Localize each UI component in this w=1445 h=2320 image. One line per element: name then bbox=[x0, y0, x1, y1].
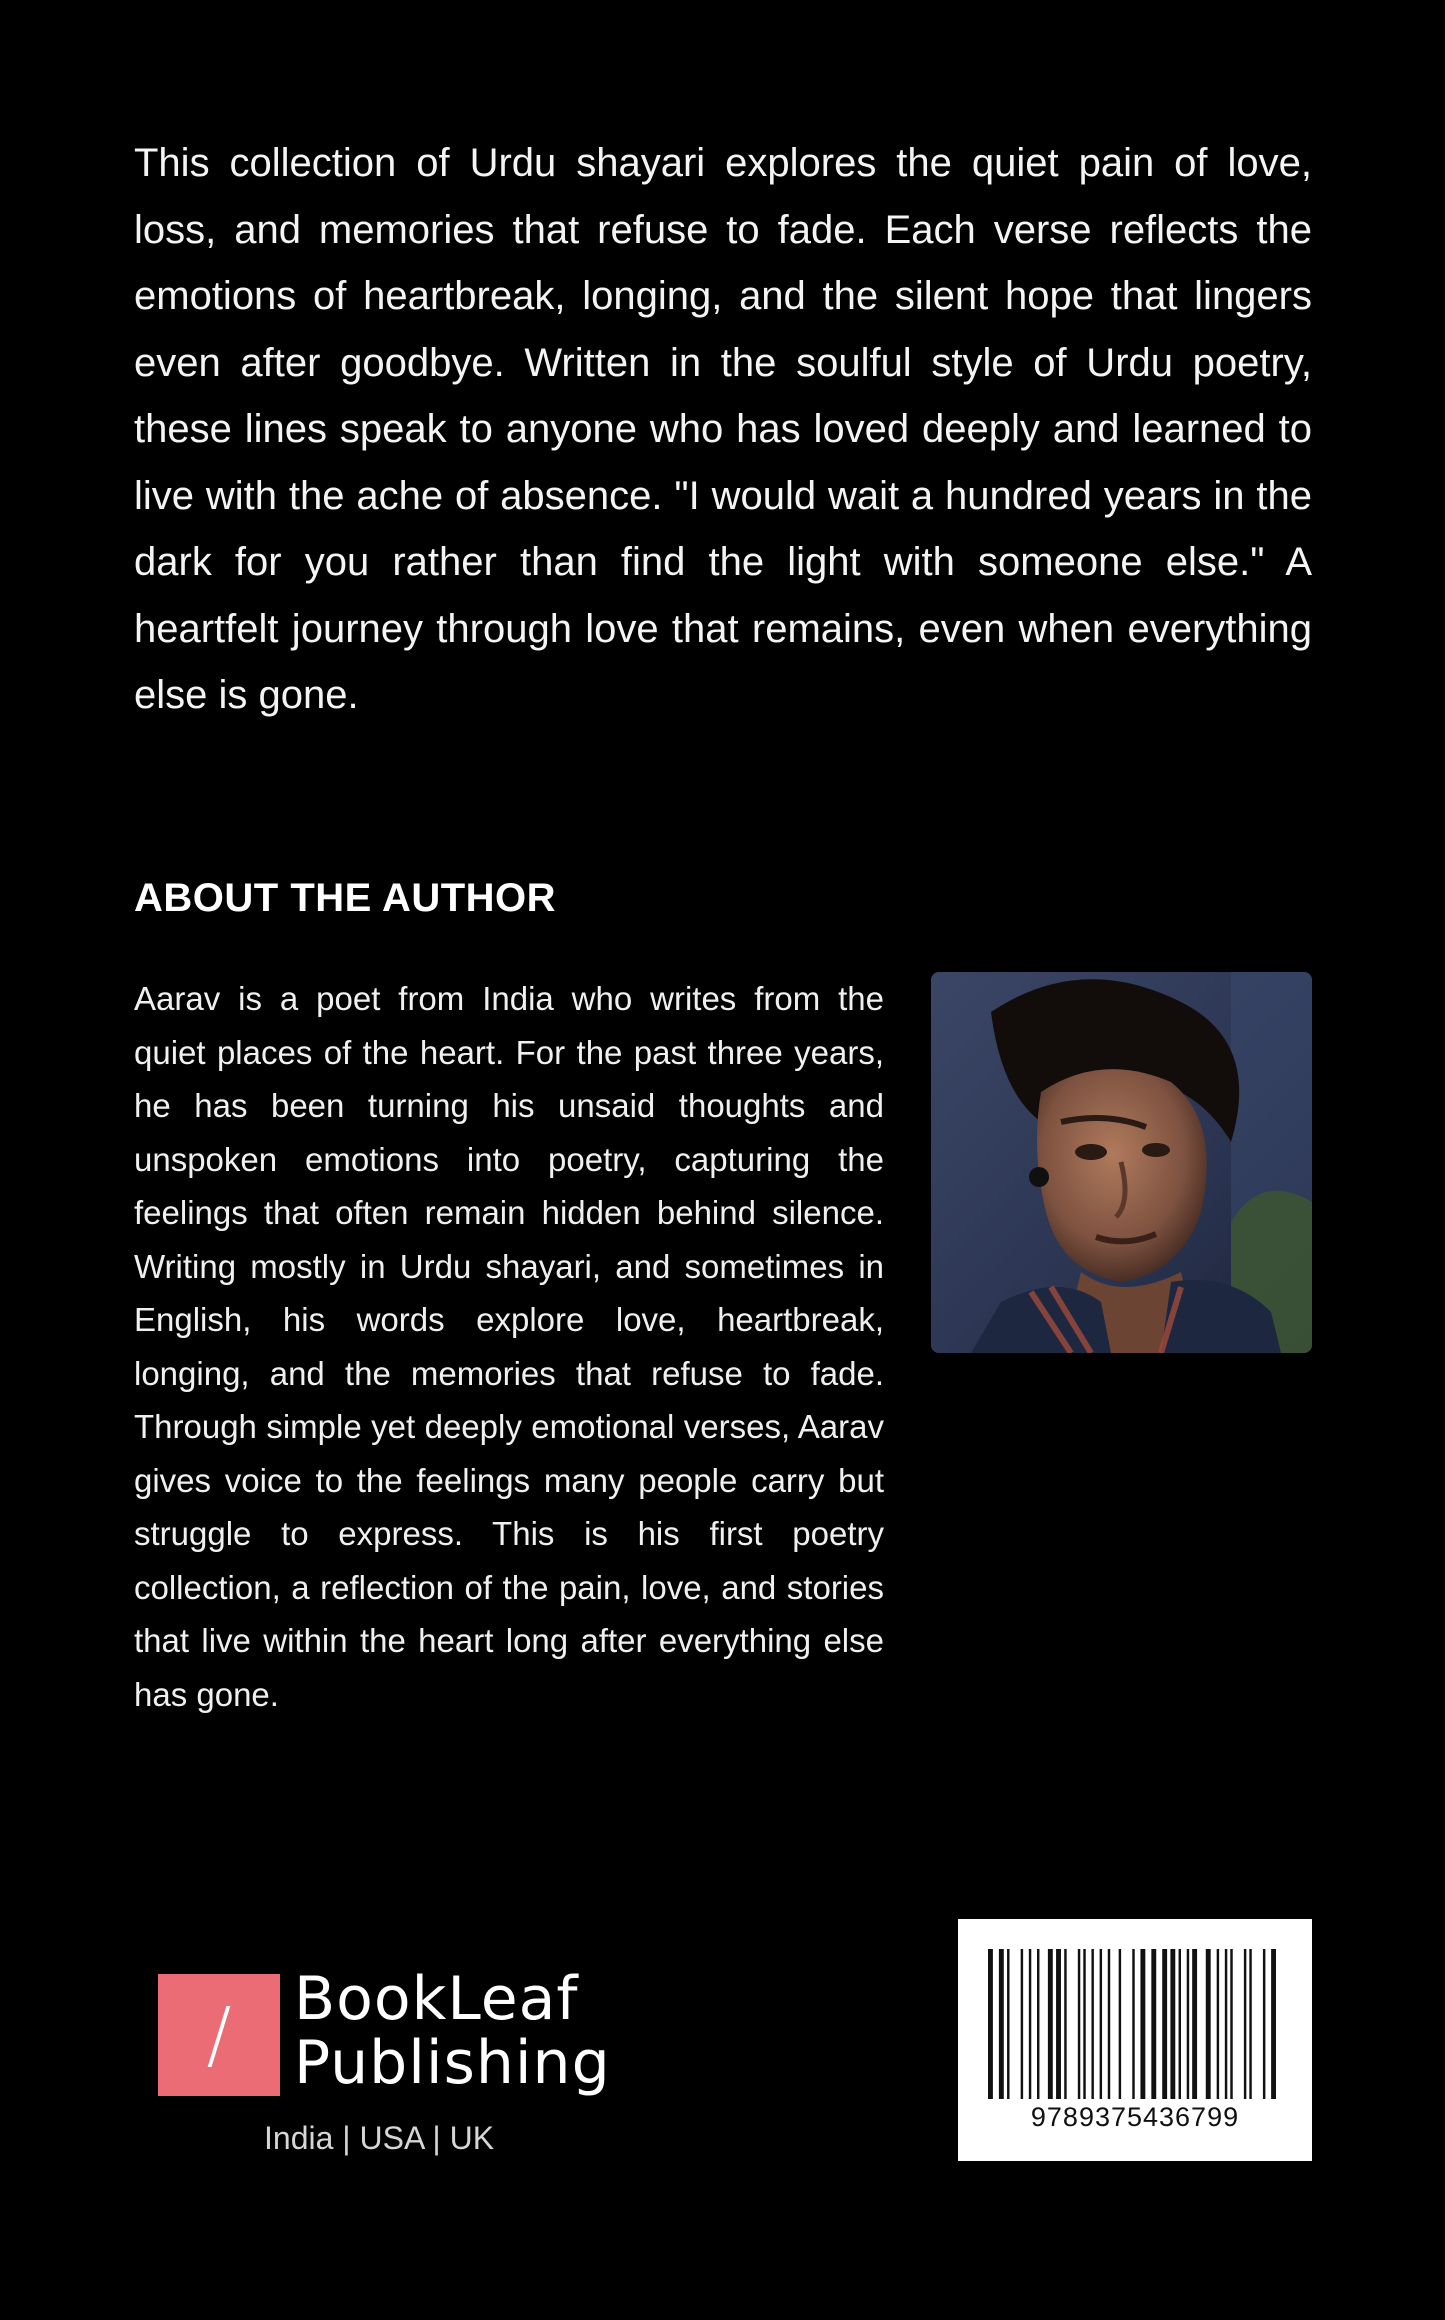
barcode-bar bbox=[1056, 1949, 1061, 2099]
isbn-number: 9789375436799 bbox=[1030, 2102, 1240, 2132]
barcode-bar bbox=[1151, 1949, 1156, 2099]
barcode-bar bbox=[1162, 1949, 1167, 2099]
barcode-bar bbox=[1263, 1949, 1265, 2099]
barcode-bar bbox=[1192, 1949, 1197, 2099]
barcode-bar bbox=[1029, 1949, 1031, 2099]
barcode-bar bbox=[1119, 1949, 1121, 2099]
isbn-barcode bbox=[958, 1919, 1312, 2161]
barcode-bar bbox=[1037, 1949, 1039, 2099]
publisher-name-line2: Publishing bbox=[294, 2028, 611, 2098]
publisher-name-line1: BookLeaf bbox=[294, 1964, 579, 2034]
publisher-regions: India | USA | UK bbox=[264, 2120, 495, 2156]
barcode-bar bbox=[1170, 1949, 1175, 2099]
book-blurb: This collection of Urdu shayari explores the quiet pain of love, loss, and memories that refuse to fade. Each verse reflects the emotions of heartbreak, longing, and the silent hope that lingers even after goodbye. Written in the soulful style of Urdu poetry, these lines speak to anyone who has loved deeply and learned to live with the ache of absence. "I would wait a hundred years in the dark for you rather than find the light with someone else." A heartfelt journey through love that remains, even when everything else is gone. bbox=[134, 141, 1312, 717]
barcode-bar bbox=[1100, 1949, 1102, 2099]
barcode-bar bbox=[1179, 1949, 1181, 2099]
barcode-bar bbox=[1225, 1949, 1227, 2099]
barcode-bar bbox=[1007, 1949, 1009, 2099]
barcode-bar bbox=[1078, 1949, 1080, 2099]
barcode-bar bbox=[1021, 1949, 1023, 2099]
barcode-bar bbox=[1187, 1949, 1189, 2099]
barcode-bar bbox=[1271, 1949, 1276, 2099]
about-author-heading: ABOUT THE AUTHOR bbox=[134, 876, 557, 920]
barcode-bar bbox=[1217, 1949, 1219, 2099]
barcode-bar bbox=[1249, 1949, 1251, 2099]
logo-slash-icon: / bbox=[206, 1992, 232, 2078]
publisher-logo bbox=[158, 1964, 618, 2170]
barcode-bar bbox=[1206, 1949, 1211, 2099]
barcode-bar bbox=[999, 1949, 1004, 2099]
barcode-bar bbox=[988, 1949, 993, 2099]
about-author-text: Aarav is a poet from India who writes from the quiet places of the heart. For the past three years, he has been turning his unsaid thoughts and unspoken emotions into poetry, capturing the feelings that often remain hidden behind silence. Writing mostly in Urdu shayari, and sometimes in English, his words explore love, heartbreak, longing, and the memories that refuse to fade. Through simple yet deeply emotional verses, Aarav gives voice to the feelings many people carry but struggle to express. This is his first poetry collection, a reflection of the pain, love, and stories that live within the heart long after everything else has gone. bbox=[134, 980, 884, 1713]
barcode-bar bbox=[1132, 1949, 1134, 2099]
barcode-bar bbox=[1064, 1949, 1066, 2099]
barcode-bar bbox=[1230, 1949, 1232, 2099]
author-photo bbox=[931, 972, 1312, 1353]
barcode-bar bbox=[1244, 1949, 1246, 2099]
barcode-bars bbox=[988, 1949, 1282, 2099]
barcode-bar bbox=[1048, 1949, 1053, 2099]
barcode-bar bbox=[1091, 1949, 1093, 2099]
barcode-bar bbox=[1108, 1949, 1110, 2099]
barcode-bar bbox=[1083, 1949, 1085, 2099]
barcode-bar bbox=[1140, 1949, 1145, 2099]
